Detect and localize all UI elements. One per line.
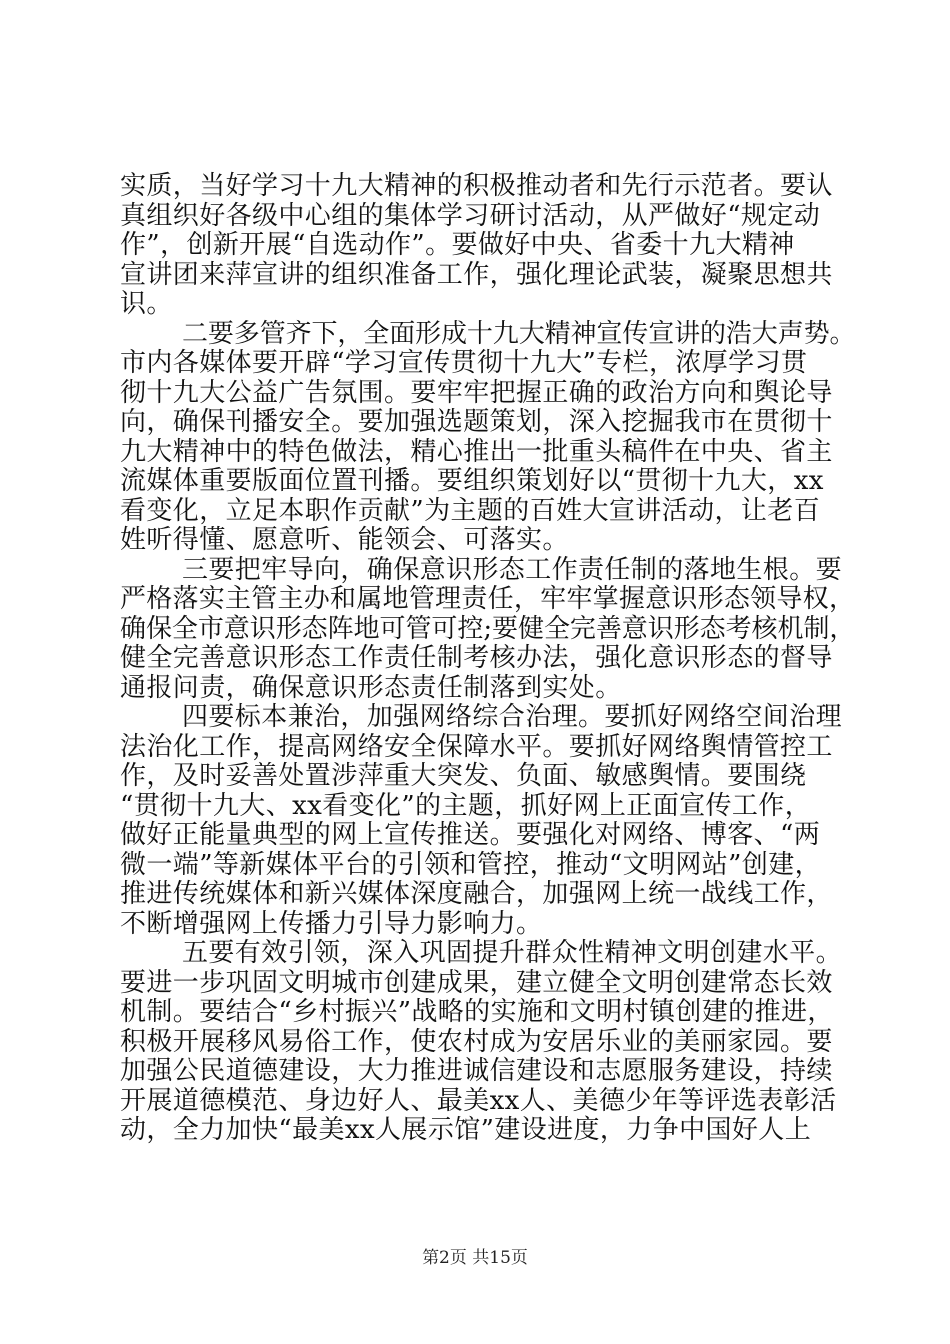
- text-line: 作，及时妥善处置涉萍重大突发、负面、敏感舆情。要围绕: [120, 761, 807, 791]
- text-line: 要进一步巩固文明城市创建成果，建立健全文明创建常态长效: [120, 967, 833, 998]
- text-line: 市内各媒体要开辟“学习宣传贯彻十九大”专栏，浓厚学习贯: [120, 348, 808, 378]
- text-line: 做好正能量典型的网上宣传推送。要强化对网络、博客、“两: [120, 820, 821, 850]
- text-line: 积极开展移风易俗工作，使农村成为安居乐业的美丽家园。要: [120, 1026, 833, 1057]
- text-line: 严格落实主管主办和属地管理责任，牢牢掌握意识形态领导权，: [120, 584, 856, 614]
- text-line: 开展道德模范、身边好人、最美xx人、美德少年等评选表彰活: [120, 1085, 837, 1116]
- text-line: 九大精神中的特色做法，精心推出一批重头稿件在中央、省主: [120, 436, 833, 467]
- text-line: 四要标本兼治，加强网络综合治理。要抓好网络空间治理: [182, 702, 843, 732]
- text-line: 流媒体重要版面位置刊播。要组织策划好以“贯彻十九大，xx: [120, 466, 824, 496]
- text-line: 动，全力加快“最美xx人展示馆”建设进度，力争中国好人上: [120, 1115, 812, 1145]
- text-line: 向，确保刊播安全。要加强选题策划，深入挖掘我市在贯彻十: [120, 407, 833, 437]
- text-line: 五要有效引领，深入巩固提升群众性精神文明创建水平。: [182, 938, 843, 968]
- text-line: 推进传统媒体和新兴媒体深度融合，加强网上统一战线工作，: [120, 879, 833, 909]
- text-line: 真组织好各级中心组的集体学习研讨活动，从严做好“规定动: [120, 200, 821, 231]
- text-line: “贯彻十九大、xx看变化”的主题，抓好网上正面宣传工作，: [120, 790, 812, 821]
- text-line: 看变化，立足本职作贡献”为主题的百姓大宣讲活动，让老百: [120, 495, 821, 526]
- text-line: 宣讲团来萍宣讲的组织准备工作，强化理论武装，凝聚思想共: [120, 259, 833, 290]
- text-line: 法治化工作，提高网络安全保障水平。要抓好网络舆情管控工: [120, 731, 833, 762]
- text-line: 通报问责，确保意识形态责任制落到实处。: [120, 672, 622, 703]
- text-line: 实质，当好学习十九大精神的积极推动者和先行示范者。要认: [120, 171, 833, 201]
- text-line: 健全完善意识形态工作责任制考核办法，强化意识形态的督导: [120, 643, 833, 673]
- text-line: 彻十九大公益广告氛围。要牢牢把握正确的政治方向和舆论导: [120, 377, 833, 408]
- text-line: 不断增强网上传播力引导力影响力。: [120, 908, 543, 939]
- text-line: 作”，创新开展“自选动作”。要做好中央、省委十九大精神: [120, 230, 795, 260]
- text-line: 姓听得懂、愿意听、能领会、可落实。: [120, 525, 569, 555]
- text-line: 微一端”等新媒体平台的引领和管控，推动“文明网站”创建，: [120, 849, 822, 880]
- page-footer: 第2页 共15页: [422, 1248, 528, 1268]
- document-body: [120, 172, 855, 1146]
- text-line: 识。: [120, 289, 173, 319]
- text-line: 二要多管齐下，全面形成十九大精神宣传宣讲的浩大声势。: [182, 318, 856, 349]
- text-line: 机制。要结合“乡村振兴”战略的实施和文明村镇创建的推进，: [120, 997, 834, 1027]
- text-line: 确保全市意识形态阵地可管可控;要健全完善意识形态考核机制，: [120, 613, 856, 644]
- text-line: 三要把牢导向，确保意识形态工作责任制的落地生根。要: [182, 554, 843, 585]
- text-line: 加强公民道德建设，大力推进诚信建设和志愿服务建设，持续: [120, 1056, 833, 1086]
